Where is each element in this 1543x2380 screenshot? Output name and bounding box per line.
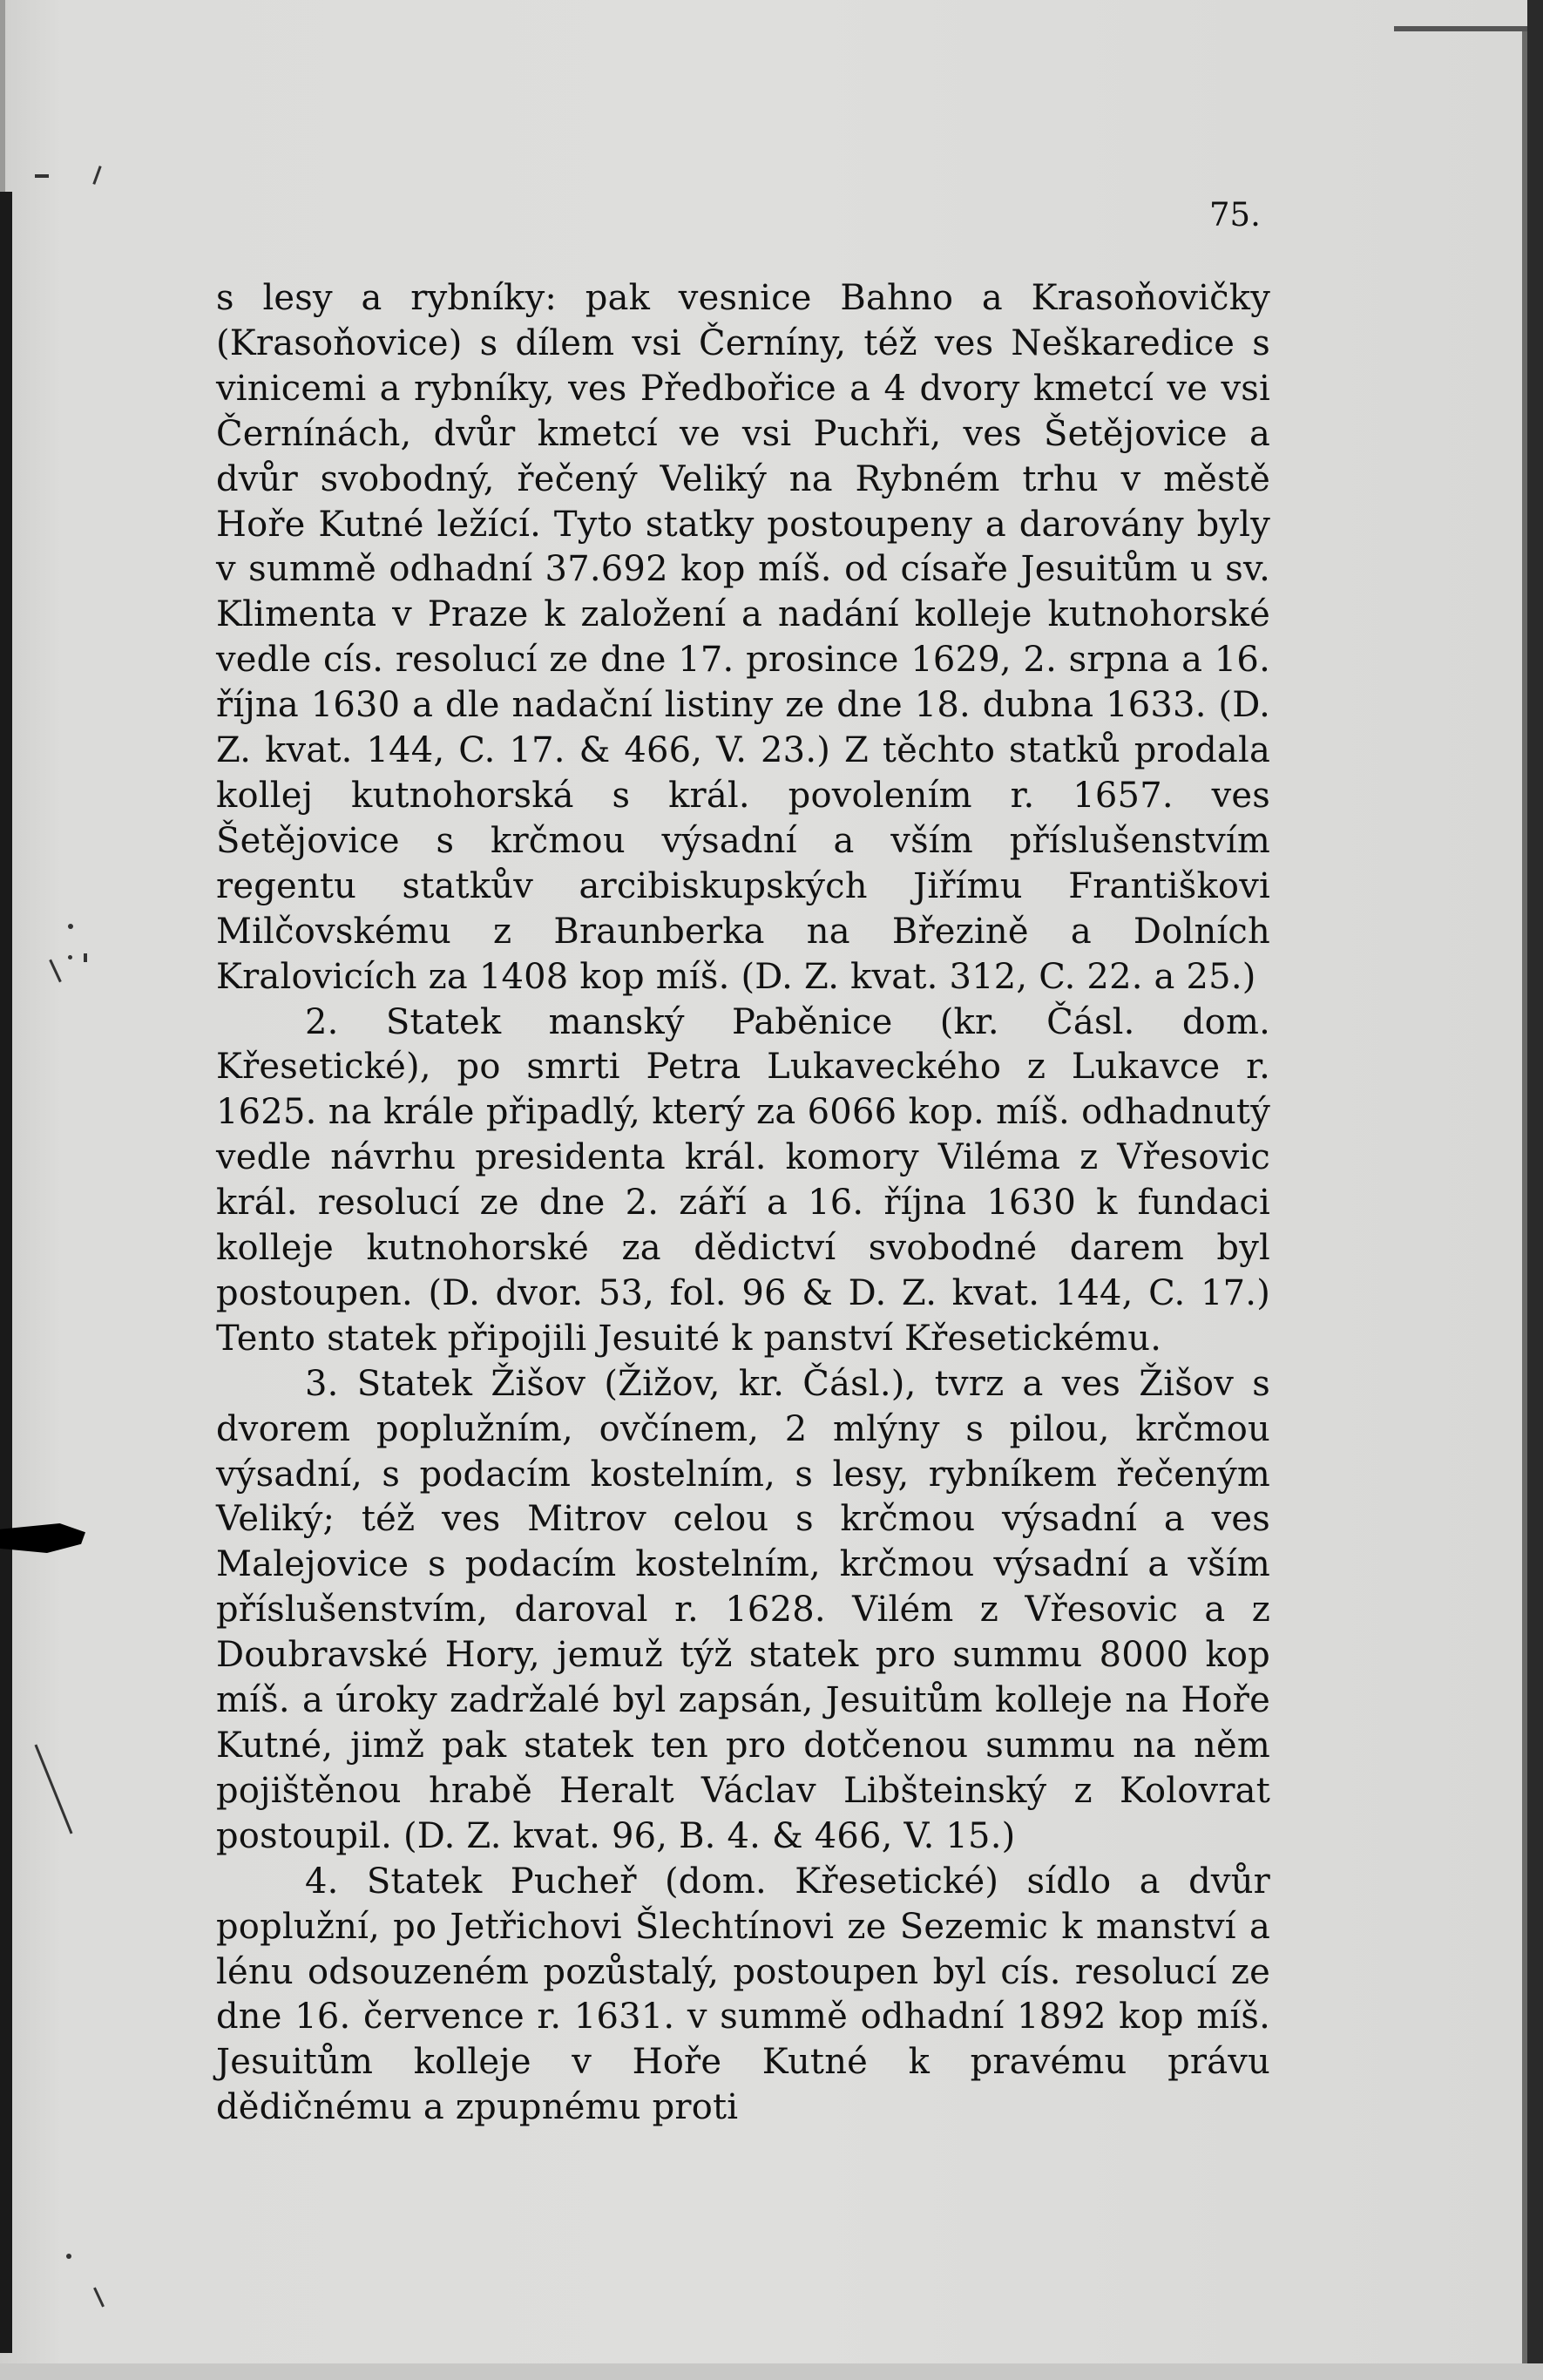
page-binding-edge [0, 192, 12, 2353]
paragraph: s lesy a rybníky: pak vesnice Bahno a Krasoňovičky (Krasoňovice) s dílem vsi Černíny, též ves Neškaredice s vinicemi a rybníky, ves Předbořice a 4 dvory kmetcí ve vsi Černínách, dvůr kmetcí ve vsi Puchři, ves Šetějovice a dvůr svobodný, řečený Veliký na Rybném trhu v městě Hoře Kutné ležící. Tyto statky postoupeny a darovány byly v summě odhadní 37.692 kop míš. od císaře Jesuitům u sv. Klimenta v Praze k založení a nadání kolleje kutnohorské vedle cís. resolucí ze dne 17. prosince 1629, 2. srpna a 16. října 1630 a dle nadační listiny ze dne 18. dubna 1633. (D. Z. kvat. 144, C. 17. & 466, V. 23.) Z těchto statků prodala kollej kutnohorská s král. povolením r. 1657. ves Šetějovice s krčmou výsadní a vším příslušenstvím regentu statkův arcibiskupských Jiřímu Františkovi Milčovskému z Braunberka na Březině a Dolních Kralovicích za 1408 kop míš. (D. Z. kvat. 312, C. 22. a 25.) [216, 278, 1270, 997]
page-right-edge-shadow [1522, 26, 1527, 2370]
scan-top-shadow [1394, 26, 1527, 31]
speck-mark [93, 2287, 105, 2307]
speck-mark [35, 174, 49, 178]
ink-blot [0, 1523, 85, 1553]
speck-mark [68, 924, 73, 929]
page-right-edge [1527, 0, 1543, 2380]
speck-mark [84, 953, 87, 962]
page-number: 75. [1209, 196, 1261, 234]
speck-mark [35, 1744, 73, 1834]
speck-mark [66, 2254, 71, 2259]
page-left-margin-edge [0, 0, 5, 192]
speck-mark [68, 955, 72, 959]
paragraph: 3. Statek Žišov (Žižov, kr. Čásl.), tvrz a ves Žišov s dvorem poplužním, ovčínem, 2 mlýny s pilou, krčmou výsadní, s podacím kostelním, s lesy, rybníkem řečeným Veliký; též ves Mitrov celou s krčmou výsadní a ves Malejovice s podacím kostelním, krčmou výsadní a vším příslušenstvím, daroval r. 1628. Vilém z Vřesovic a z Doubravské Hory, jemuž týž statek pro summu 8000 kop míš. a úroky zadržalé byl zapsán, Jesuitům kolleje na Hoře Kutné, jimž pak statek ten pro dotčenou summu na něm pojištěnou hrabě Heralt Václav Libšteinský z Kolovrat postoupil. (D. Z. kvat. 96, B. 4. & 466, V. 15.) [216, 1363, 1270, 1856]
scan-bottom-edge [0, 2363, 1543, 2380]
speck-mark [92, 166, 101, 185]
body-text [216, 276, 1270, 2131]
paragraph: 2. Statek manský Paběnice (kr. Čásl. dom. Křesetické), po smrti Petra Lukaveckého z Lukavce r. 1625. na krále připadlý, který za 6066 kop. míš. odhadnutý vedle návrhu presidenta král. komory Viléma z Vřesovic král. resolucí ze dne 2. září a 16. října 1630 k fundaci kolleje kutnohorské za dědictví svobodné darem byl postoupen. (D. dvor. 53, fol. 96 & D. Z. kvat. 144, C. 17.) Tento statek připojili Jesuité k panství Křesetickému. [216, 1001, 1270, 1359]
speck-mark [49, 959, 62, 983]
paragraph: 4. Statek Pucheř (dom. Křesetické) sídlo a dvůr poplužní, po Jetřichovi Šlechtínovi ze Sezemic k manství a lénu odsouzeném pozůstalý, postoupen byl cís. resolucí ze dne 16. července r. 1631. v summě odhadní 1892 kop míš. Jesuitům kolleje v Hoře Kutné k pravému právu dědičnému a zpupnému proti [216, 1861, 1270, 2128]
